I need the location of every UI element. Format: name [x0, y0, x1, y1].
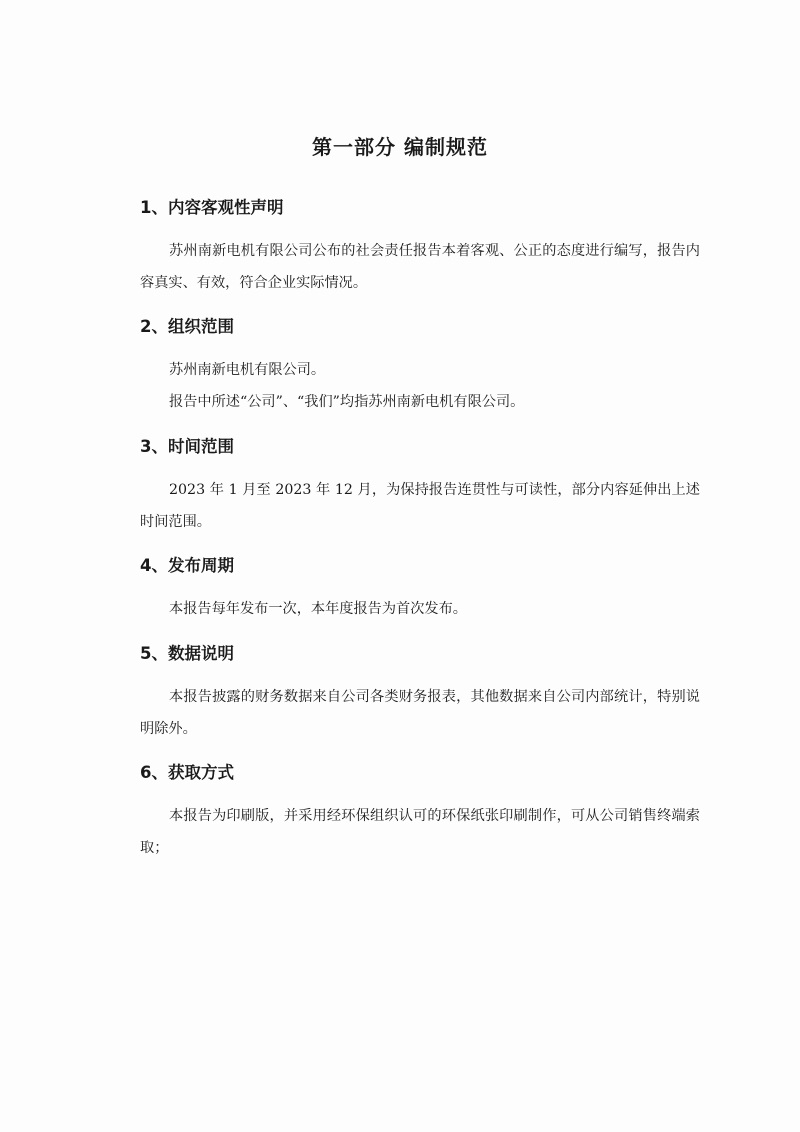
section-paragraph: 苏州南新电机有限公司。	[169, 362, 326, 378]
section-paragraph: 2023 年 1 月至 2023 年 12 月，为保持报告连贯性与可读性，部分内容延伸出上述时间范围。	[140, 482, 700, 530]
section-paragraph: 本报告每年发布一次，本年度报告为首次发布。	[169, 601, 467, 617]
section-paragraph: 苏州南新电机有限公司公布的社会责任报告本着客观、公正的态度进行编写，报告内容真实、有效，符合企业实际情况。	[140, 243, 700, 291]
section-heading: 6、获取方式	[140, 763, 234, 782]
section-data-description	[140, 639, 700, 745]
section-paragraph: 本报告披露的财务数据来自公司各类财务报表，其他数据来自公司内部统计，特别说明除外。	[140, 689, 700, 737]
section-heading: 1、内容客观性声明	[140, 198, 284, 217]
section-heading: 5、数据说明	[140, 644, 234, 663]
section-release-cycle	[140, 551, 700, 625]
page-title: 第一部分 编制规范	[312, 135, 488, 159]
section-paragraph: 报告中所述“公司”、“我们”均指苏州南新电机有限公司。	[169, 394, 525, 410]
section-heading: 4、发布周期	[140, 556, 234, 575]
section-access-method	[140, 758, 700, 864]
section-content-objectivity	[140, 193, 700, 299]
section-organization-scope	[140, 312, 700, 418]
section-paragraph: 本报告为印刷版，并采用经环保组织认可的环保纸张印刷制作，可从公司销售终端索取；	[140, 808, 700, 856]
section-heading: 3、时间范围	[140, 437, 234, 456]
section-heading: 2、组织范围	[140, 317, 234, 336]
section-time-scope	[140, 432, 700, 538]
